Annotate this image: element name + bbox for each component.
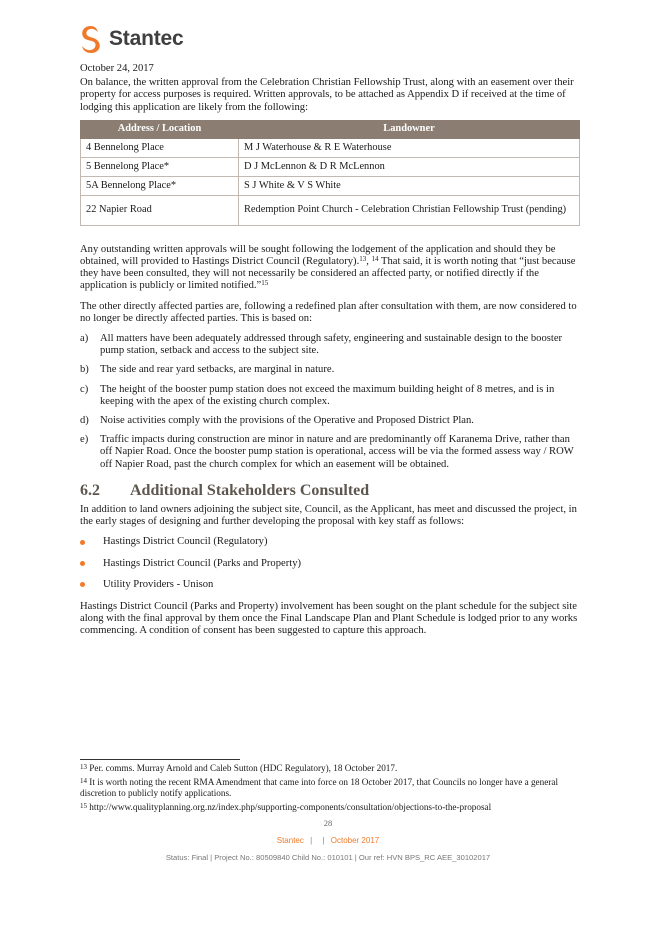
landowner-cell: M J Waterhouse & R E Waterhouse xyxy=(239,138,580,157)
intro-paragraph: On balance, the written approval from the Celebration Christian Fellowship Trust, along with an easement over their property for access purposes is required. Written approvals, to be attached as Appendix D if received at the time of lodging this application are likely from the following: xyxy=(80,77,574,113)
written-approvals-paragraph xyxy=(80,244,580,293)
list-marker: b) xyxy=(80,364,89,376)
list-item xyxy=(80,384,580,408)
list-item xyxy=(80,364,580,376)
document-date: October 24, 2017 xyxy=(80,63,154,74)
footer-brand: Stantec xyxy=(276,836,304,845)
footnotes xyxy=(80,763,580,815)
para-text-b: That said, it is worth noting that “just because they have been consulted, they will not necessarily be considered an affected party, or notified directly if the application is publicly or limited notified.” xyxy=(80,256,576,292)
list-text: All matters have been adequately addressed through safety, engineering and sustainable design to the booster pump station, setback and access to the subject site. xyxy=(100,333,563,357)
bullet-text: Utility Providers - Unison xyxy=(103,578,214,590)
list-item xyxy=(80,579,580,591)
list-text: The height of the booster pump station does not exceed the maximum building height of 8 metres, and is in keeping with the apex of the existing church complex. xyxy=(100,383,555,407)
list-marker: e) xyxy=(80,434,89,446)
footnote-number: 15 xyxy=(80,801,87,810)
para-text-a: Any outstanding written approvals will be sought following the lodgement of the application and should they be obtained, will provided to Hastings District Council (Regulatory). xyxy=(80,243,556,268)
list-item xyxy=(80,333,580,357)
table-row xyxy=(81,176,580,195)
bullet-text: Hastings District Council (Regulatory) xyxy=(103,536,268,548)
parks-property-paragraph: Hastings District Council (Parks and Property) involvement has been sought on the plant schedule for the subject site along with the final approval by them once the Final Landscape Plan and Plant Schedule is lodged prior to any works commencing. A condition of consent has been suggested to capture this approach. xyxy=(80,601,578,637)
footer-separator: | xyxy=(322,836,325,845)
list-item xyxy=(80,415,580,427)
footnote-link[interactable]: http://www.qualityplanning.org.nz/index.php/supporting-components/consultation/objections-to-the-proposal xyxy=(87,801,492,812)
footer-date: October 2017 xyxy=(330,836,380,845)
table-row xyxy=(81,195,580,225)
footer-separator: | xyxy=(310,836,313,845)
stantec-logo-icon xyxy=(78,24,104,54)
para-comma: , xyxy=(366,256,372,268)
list-marker: d) xyxy=(80,415,89,427)
reasons-list xyxy=(80,333,580,471)
column-header-address: Address / Location xyxy=(81,120,239,138)
footer-brand-line xyxy=(0,836,656,845)
footnote-divider xyxy=(80,759,240,760)
list-text: The side and rear yard setbacks, are marginal in nature. xyxy=(100,364,335,376)
table-row xyxy=(81,138,580,157)
section-number: 6.2 xyxy=(80,481,100,499)
stakeholder-list xyxy=(80,536,580,591)
landowner-cell: D J McLennon & D R McLennon xyxy=(239,157,580,176)
section-heading xyxy=(80,481,580,499)
list-item xyxy=(80,558,580,570)
page-number: 28 xyxy=(323,818,333,828)
footnote-ref-15[interactable]: 15 xyxy=(261,279,269,288)
footnote-text: Per. comms. Murray Arnold and Caleb Sutton (HDC Regulatory), 18 October 2017. xyxy=(87,763,398,773)
footnote xyxy=(80,802,580,814)
list-marker: c) xyxy=(80,383,89,395)
table-row xyxy=(81,157,580,176)
bullet-icon xyxy=(80,540,85,545)
footnote-ref-13[interactable]: 13 xyxy=(359,255,367,264)
landowner-cell: S J White & V S White xyxy=(239,176,580,195)
landowner-cell: Redemption Point Church - Celebration Christian Fellowship Trust (pending) xyxy=(239,195,580,225)
bullet-icon xyxy=(80,582,85,587)
footnote-text: It is worth noting the recent RMA Amendment that came into force on 18 October 2017, that Councils no longer have a general discretion to publicly notify applications. xyxy=(80,776,558,799)
stakeholders-paragraph: In addition to land owners adjoining the subject site, Council, as the Applicant, has meet and discussed the project, in the early stages of designing and further developing the proposal with key staff as follows: xyxy=(80,504,577,528)
address-cell: 4 Bennelong Place xyxy=(81,138,239,157)
list-text: Noise activities comply with the provisions of the Operative and Proposed District Plan. xyxy=(100,415,474,427)
section-title: Additional Stakeholders Consulted xyxy=(130,481,370,499)
list-marker: a) xyxy=(80,333,89,345)
footnote-number: 14 xyxy=(80,776,87,785)
landowner-table xyxy=(80,120,580,226)
logo-text: Stantec xyxy=(109,27,184,50)
column-header-landowner: Landowner xyxy=(239,120,580,138)
list-text: Traffic impacts during construction are minor in nature and are predominantly off Karanema Drive, rather than off Napier Road. Once the booster pump station is operational, access will be via the formed assess way / ROW off Napier Road, past the church complex for which an easement will be obtained. xyxy=(100,434,574,470)
address-cell: 5A Bennelong Place* xyxy=(81,176,239,195)
address-cell: 5 Bennelong Place* xyxy=(81,157,239,176)
list-item xyxy=(80,536,580,548)
stantec-logo xyxy=(78,24,183,54)
list-item xyxy=(80,434,580,471)
document-body xyxy=(80,63,580,646)
affected-parties-paragraph: The other directly affected parties are, following a redefined plan after consultation with them, are now considered to no longer be directly affected parties. This is based on: xyxy=(80,300,577,324)
address-cell: 22 Napier Road xyxy=(81,195,239,225)
footnote xyxy=(80,777,580,800)
footer-status: Status: Final | Project No.: 80509840 Child No.: 010101 | Our ref: HVN BPS_RC AEE_30102017 xyxy=(165,853,491,862)
table-header-row xyxy=(81,120,580,138)
footnote-number: 13 xyxy=(80,763,87,771)
footnote-ref-14[interactable]: 14 xyxy=(371,255,379,264)
footnote xyxy=(80,763,580,775)
bullet-text: Hastings District Council (Parks and Property) xyxy=(103,557,302,569)
bullet-icon xyxy=(80,561,85,566)
